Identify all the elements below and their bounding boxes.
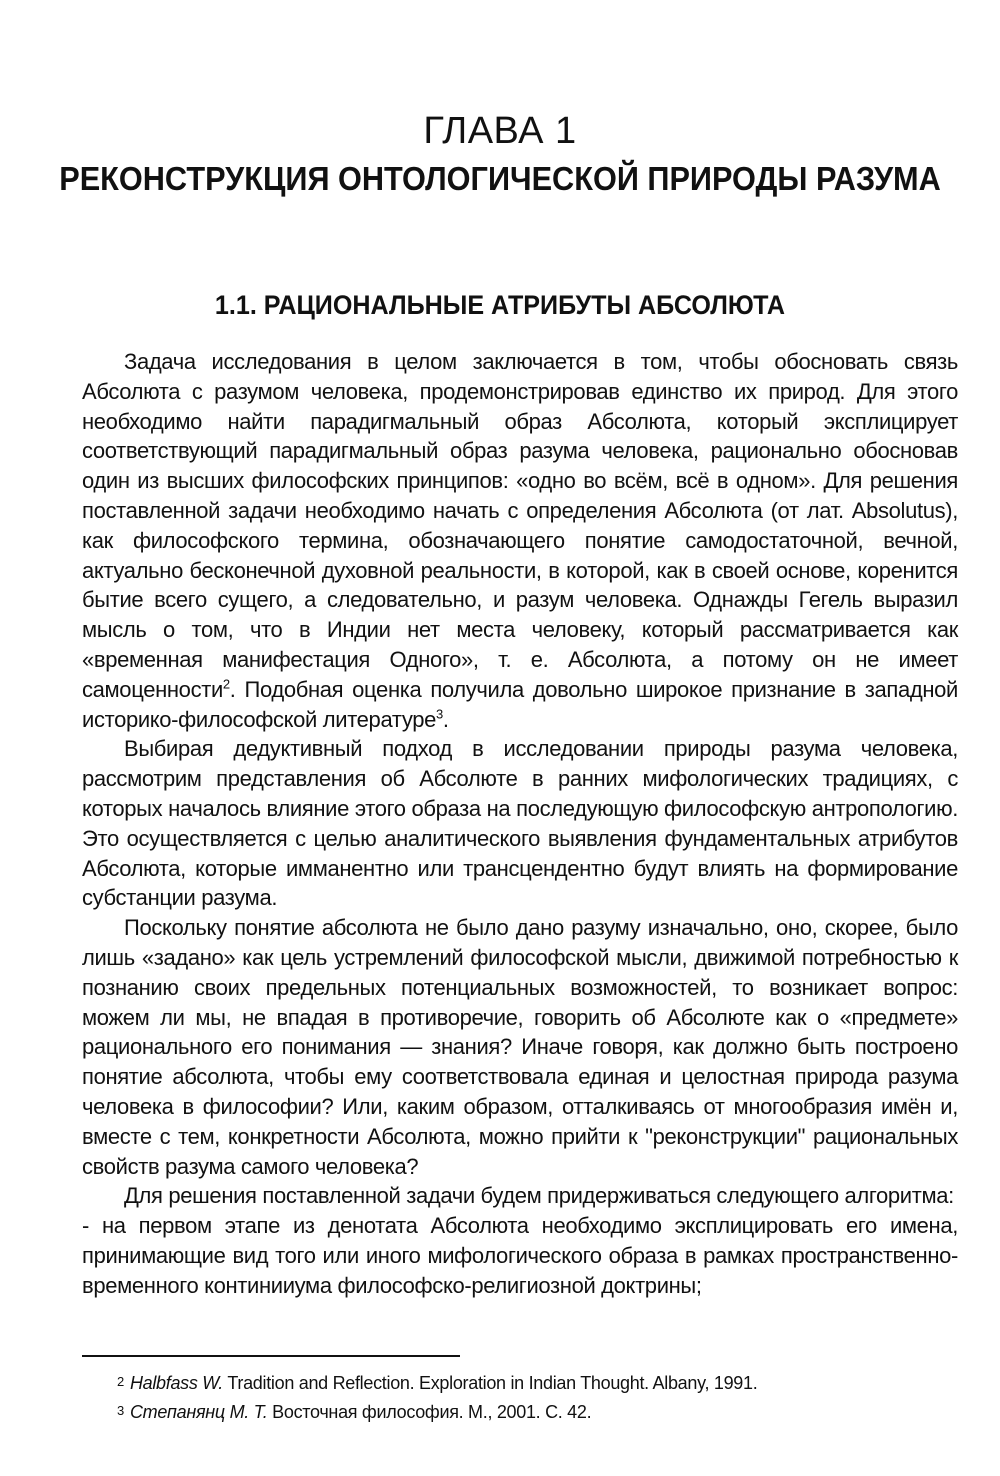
chapter-title: РЕКОНСТРУКЦИЯ ОНТОЛОГИЧЕСКОЙ ПРИРОДЫ РАЗУМА	[59, 160, 941, 197]
footnote-number: 2	[117, 1374, 124, 1389]
chapter-label: ГЛАВА 1	[423, 110, 577, 152]
paragraph-3: Поскольку понятие абсолюта не было дано разуму изначально, оно, скорее, было лишь «задано» как цель устремлений философской мысли, движимой потребностью к познанию своих предельных потенциальных возможностей, то возникает вопрос: можем ли мы, не впадая в противоречие, говорить об Абсолюте как о «предмете» рационального его понимания — знания? Иначе говоря, как должно быть построено понятие абсолюта, чтобы ему соответствовала единая и целостная природа разума человека в философии? Или, каким образом, отталкиваясь от многообразия имён и, вместе с тем, конкретности Абсолюта, можно прийти к "реконструкции" рациональных свойств разума самого человека?	[82, 915, 958, 1179]
footnote-number: 3	[117, 1403, 124, 1418]
footnote-2	[117, 1368, 957, 1397]
footnote-author: Степанянц М. Т.	[129, 1402, 268, 1422]
footnote-ref-3: 3	[436, 706, 443, 722]
footnote-author: Halbfass W.	[129, 1373, 223, 1393]
section-title: 1.1. РАЦИОНАЛЬНЫЕ АТРИБУТЫ АБСОЛЮТА	[214, 290, 786, 320]
footnote-text: Tradition and Reflection. Exploration in Indian Thought. Albany, 1991.	[223, 1373, 758, 1393]
paragraph-1-part-a: Задача исследования в целом заключается в том, чтобы обосновать связь Абсолюта с разумом человека, продемонстрировав единство их природ. Для этого необходимо найти парадигмальный образ Абсолюта, который эксплицирует соответствующий парадигмальный образ разума человека, рационально обосновав один из высших философских принципов: «одно во всём, всё в одном». Для решения поставленной задачи необходимо начать с определения Абсолюта (от лат. Absolutus), как философского термина, обозначающего понятие самодостаточной, вечной, актуально бесконечной духовной реальности, в которой, как в своей основе, коренится бытие всего сущего, а следовательно, и разум человека. Однажды Гегель выразил мысль о том, что в Индии нет места человеку, который рассматривается как «временная манифестация Одного», т. е. Абсолюта, а потому он не имеет самоценности	[82, 349, 958, 702]
paragraph-2: Выбирая дедуктивный подход в исследовании природы разума человека, рассмотрим представления об Абсолюте в ранних мифологических традициях, с которых началось влияние этого образа на последующую философскую антропологию. Это осуществляется с целью аналитического выявления фундаментальных атрибутов Абсолюта, которые имманентно или трансцендентно будут влиять на формирование субстанции разума.	[82, 736, 958, 911]
paragraph-1	[82, 347, 958, 734]
paragraph-1-part-c: .	[442, 706, 449, 732]
paragraph-4: Для решения поставленной задачи будем придерживаться следующего алгоритма:	[124, 1183, 954, 1209]
footnote-text: Восточная философия. М., 2001. С. 42.	[267, 1402, 592, 1422]
footnotes	[117, 1368, 957, 1426]
body-text	[82, 347, 958, 1301]
paragraph-5: - на первом этапе из денотата Абсолюта необходимо эксплицировать его имена, принимающие вид того или иного мифологического образа в рамках пространственно-временного континииума философско-религиозной доктрины;	[82, 1213, 958, 1298]
footnote-3	[117, 1397, 957, 1426]
footnote-divider	[82, 1355, 460, 1357]
paragraph-1-part-b: . Подобная оценка получила довольно широкое признание в западной историко-философской литературе	[82, 676, 958, 732]
footnote-ref-2: 2	[222, 676, 230, 692]
